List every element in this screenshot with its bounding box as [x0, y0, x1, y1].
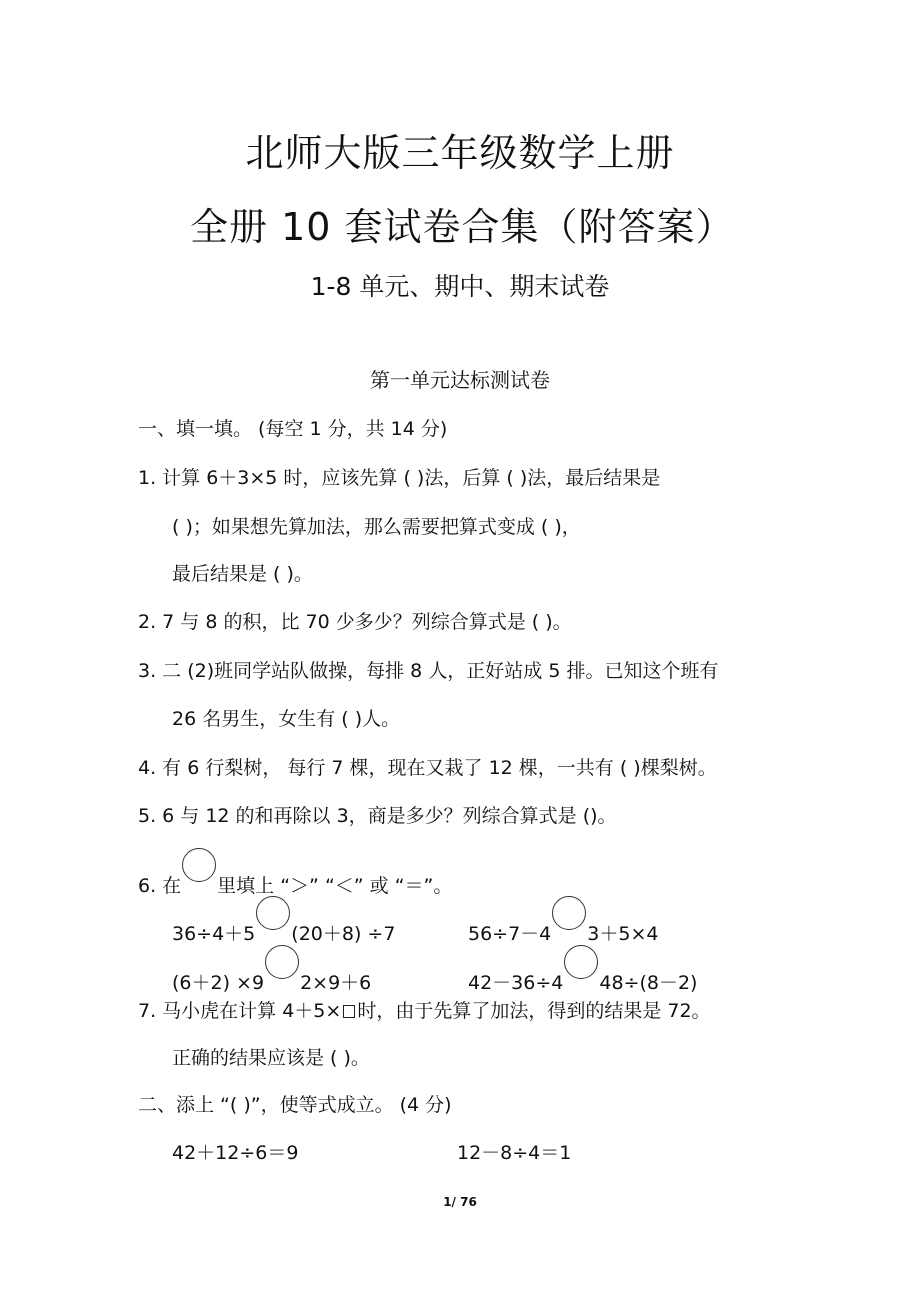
section1-heading: 一、填一填。 (每空 1 分，共 14 分) — [138, 418, 448, 440]
comparison-c — [172, 957, 371, 993]
question-1-line-2: ( )；如果想先算加法，那么需要把算式变成 ( )， — [172, 516, 581, 538]
equation-1: 42＋12÷6＝9 — [172, 1142, 299, 1164]
question-2: 2. 7 与 8 的积，比 70 少多少？列综合算式是 ( )。 — [138, 611, 572, 633]
question-7-line-2: 正确的结果应该是 ( )。 — [172, 1047, 370, 1069]
question-6-suffix: 里填上 “＞” “＜” 或 “＝”。 — [217, 875, 453, 897]
compare-circle-icon — [256, 896, 290, 930]
comparison-a-left: 36÷4＋5 — [172, 923, 256, 945]
comparison-d-left: 42－36÷4 — [468, 972, 564, 994]
comparison-a — [172, 908, 395, 944]
question-7-suffix: 时，由于先算了加法，得到的结果是 72。 — [357, 1000, 711, 1022]
question-3-line-2: 26 名男生，女生有 ( )人。 — [172, 708, 401, 730]
question-6-prefix: 6. 在 — [138, 875, 182, 897]
comparison-d — [468, 957, 697, 993]
comparison-c-right: 2×9＋6 — [300, 972, 372, 994]
blank-box-icon — [343, 1005, 355, 1018]
compare-circle-icon — [182, 848, 216, 882]
comparison-d-right: 48÷(8－2) — [599, 972, 698, 994]
document-title: 北师大版三年级数学上册 — [245, 131, 675, 175]
document-scope: 1-8 单元、期中、期末试卷 — [310, 272, 610, 301]
question-6-instruction — [138, 860, 452, 896]
comparison-b — [468, 908, 658, 944]
page-number: 1/ 76 — [443, 1195, 477, 1209]
comparison-c-left: (6＋2) ×9 — [172, 972, 265, 994]
question-1-line-3: 最后结果是 ( )。 — [172, 563, 313, 585]
compare-circle-icon — [265, 945, 299, 979]
question-7-line-1 — [138, 1002, 711, 1021]
comparison-b-right: 3＋5×4 — [587, 923, 659, 945]
question-3-line-1: 3. 二 (2)班同学站队做操，每排 8 人，正好站成 5 排。已知这个班有 — [138, 660, 719, 682]
question-1-line-1: 1. 计算 6＋3×5 时，应该先算 ( )法，后算 ( )法，最后结果是 — [138, 467, 661, 489]
equation-2: 12－8÷4＝1 — [457, 1142, 572, 1164]
compare-circle-icon — [564, 945, 598, 979]
comparison-a-right: (20＋8) ÷7 — [291, 923, 396, 945]
section2-heading: 二、添上 “( )”，使等式成立。 (4 分) — [138, 1094, 452, 1116]
document-subtitle: 全册 10 套试卷合集（附答案） — [190, 205, 735, 249]
question-5: 5. 6 与 12 的和再除以 3，商是多少？列综合算式是 ()。 — [138, 805, 617, 827]
question-7-prefix: 7. 马小虎在计算 4＋5× — [138, 1000, 342, 1022]
unit-title: 第一单元达标测试卷 — [370, 368, 550, 392]
question-4: 4. 有 6 行梨树， 每行 7 棵，现在又栽了 12 棵，一共有 ( )棵梨树。 — [138, 757, 717, 779]
compare-circle-icon — [552, 896, 586, 930]
comparison-b-left: 56÷7－4 — [468, 923, 552, 945]
